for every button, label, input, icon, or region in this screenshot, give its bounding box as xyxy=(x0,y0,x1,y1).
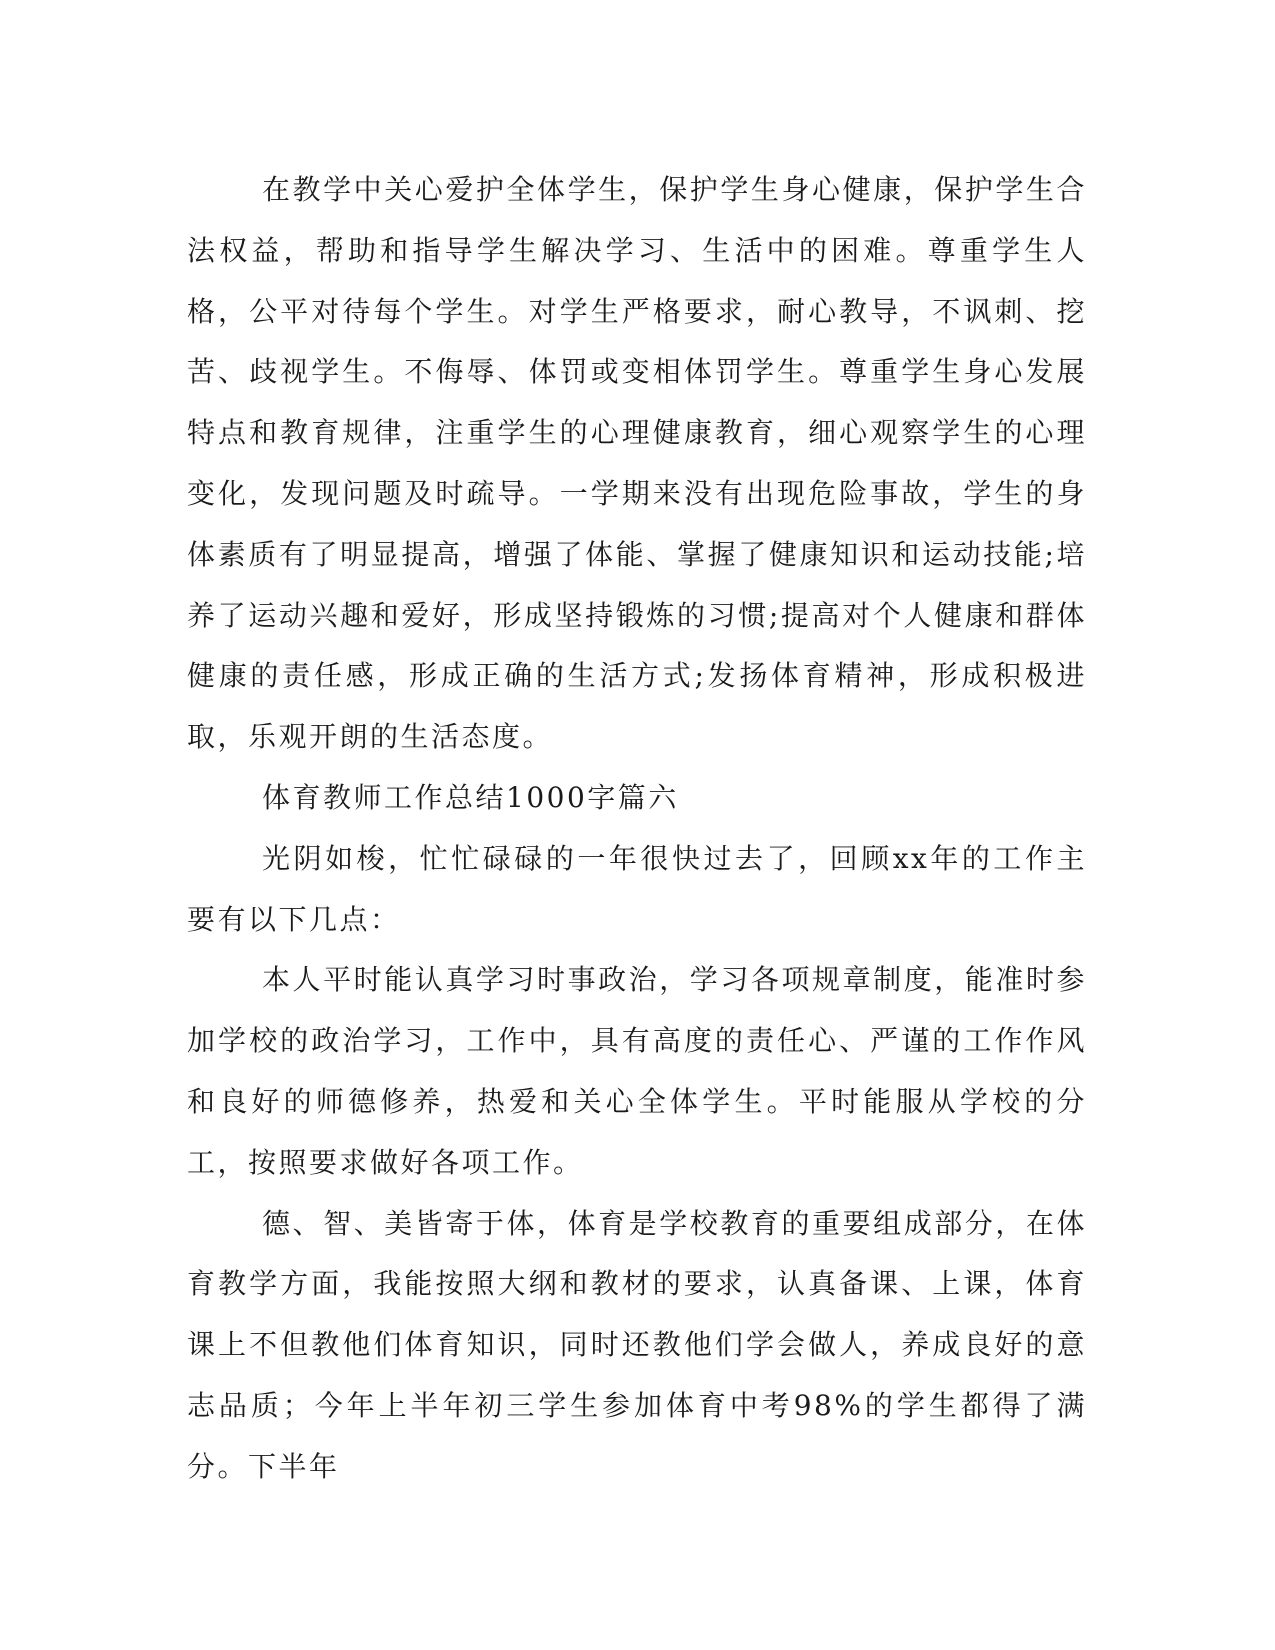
paragraph-year-review-intro: 光阴如梭，忙忙碌碌的一年很快过去了，回顾xx年的工作主要有以下几点： xyxy=(187,841,1087,936)
document-body xyxy=(187,160,1087,1498)
section-heading: 体育教师工作总结1000字篇六 xyxy=(262,780,679,814)
paragraph-political-study: 本人平时能认真学习时事政治，学习各项规章制度，能准时参加学校的政治学习，工作中，具有高度的责任心、严谨的工作作风和良好的师德修养，热爱和关心全体学生。平时能服从学校的分工，按照要求做好各项工作。 xyxy=(187,963,1087,1179)
paragraph-student-care: 在教学中关心爱护全体学生，保护学生身心健康，保护学生合法权益，帮助和指导学生解决学习、生活中的困难。尊重学生人格，公平对待每个学生。对学生严格要求，耐心教导，不讽刺、挖苦、歧视学生。不侮辱、体罚或变相体罚学生。尊重学生身心发展特点和教育规律，注重学生的心理健康教育，细心观察学生的心理变化，发现问题及时疏导。一学期来没有出现危险事故，学生的身体素质有了明显提高，增强了体能、掌握了健康知识和运动技能;培养了运动兴趣和爱好，形成坚持锻炼的习惯;提高对个人健康和群体健康的责任感，形成正确的生活方式;发扬体育精神，形成积极进取，乐观开朗的生活态度。 xyxy=(187,173,1087,754)
paragraph-teaching: 德、智、美皆寄于体，体育是学校教育的重要组成部分，在体育教学方面，我能按照大纲和教材的要求，认真备课、上课，体育课上不但教他们体育知识，同时还教他们学会做人，养成良好的意志品质；今年上半年初三学生参加体育中考98%的学生都得了满分。下半年 xyxy=(187,1206,1087,1483)
